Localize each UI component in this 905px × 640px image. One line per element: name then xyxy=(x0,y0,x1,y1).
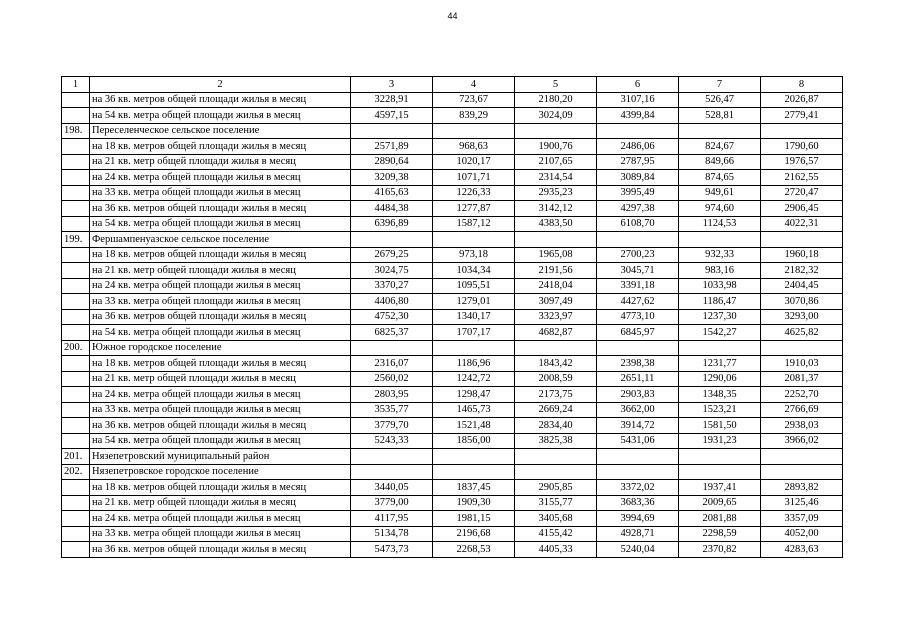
value-cell: 4117,95 xyxy=(351,511,433,527)
value-cell: 2081,37 xyxy=(761,371,843,387)
row-number xyxy=(62,170,90,186)
table-row xyxy=(62,247,843,263)
table-row xyxy=(62,371,843,387)
value-cell: 2906,45 xyxy=(761,201,843,217)
value-cell xyxy=(515,123,597,139)
table-row xyxy=(62,402,843,418)
row-number xyxy=(62,511,90,527)
value-cell: 2191,56 xyxy=(515,263,597,279)
value-cell: 2370,82 xyxy=(679,542,761,558)
value-cell: 1277,87 xyxy=(433,201,515,217)
value-cell: 3209,38 xyxy=(351,170,433,186)
value-cell xyxy=(433,340,515,356)
row-description: на 54 кв. метра общей площади жилья в месяц xyxy=(90,216,351,232)
value-cell: 3995,49 xyxy=(597,185,679,201)
row-number xyxy=(62,433,90,449)
table-row xyxy=(62,263,843,279)
row-description: Южное городское поселение xyxy=(90,340,351,356)
row-description: на 21 кв. метр общей площади жилья в месяц xyxy=(90,495,351,511)
value-cell: 3994,69 xyxy=(597,511,679,527)
value-cell: 3914,72 xyxy=(597,418,679,434)
row-number xyxy=(62,278,90,294)
value-cell: 3440,05 xyxy=(351,480,433,496)
row-number xyxy=(62,139,90,155)
value-cell: 3391,18 xyxy=(597,278,679,294)
table-row xyxy=(62,542,843,558)
value-cell: 4165,63 xyxy=(351,185,433,201)
value-cell: 1290,06 xyxy=(679,371,761,387)
value-cell: 526,47 xyxy=(679,92,761,108)
value-cell: 1279,01 xyxy=(433,294,515,310)
value-cell: 6845,97 xyxy=(597,325,679,341)
row-description: Фершампенуазское сельское поселение xyxy=(90,232,351,248)
row-number xyxy=(62,154,90,170)
value-cell xyxy=(761,449,843,465)
value-cell xyxy=(597,340,679,356)
value-cell: 1843,42 xyxy=(515,356,597,372)
table-row xyxy=(62,154,843,170)
value-cell: 4383,50 xyxy=(515,216,597,232)
value-cell xyxy=(679,449,761,465)
value-cell: 2803,95 xyxy=(351,387,433,403)
value-cell: 2268,53 xyxy=(433,542,515,558)
value-cell: 2107,65 xyxy=(515,154,597,170)
row-number xyxy=(62,108,90,124)
value-cell xyxy=(515,464,597,480)
value-cell: 2182,32 xyxy=(761,263,843,279)
value-cell: 3097,49 xyxy=(515,294,597,310)
value-cell: 5134,78 xyxy=(351,526,433,542)
row-number xyxy=(62,263,90,279)
value-cell: 824,67 xyxy=(679,139,761,155)
value-cell: 932,33 xyxy=(679,247,761,263)
value-cell: 1837,45 xyxy=(433,480,515,496)
value-cell: 1910,03 xyxy=(761,356,843,372)
value-cell: 1587,12 xyxy=(433,216,515,232)
value-cell: 1348,35 xyxy=(679,387,761,403)
value-cell: 3228,91 xyxy=(351,92,433,108)
value-cell: 2008,59 xyxy=(515,371,597,387)
value-cell: 1542,27 xyxy=(679,325,761,341)
column-header: 3 xyxy=(351,77,433,93)
table-row xyxy=(62,92,843,108)
value-cell: 3683,36 xyxy=(597,495,679,511)
value-cell: 1523,21 xyxy=(679,402,761,418)
value-cell: 1909,30 xyxy=(433,495,515,511)
value-cell: 6108,70 xyxy=(597,216,679,232)
value-cell: 2893,82 xyxy=(761,480,843,496)
value-cell: 5473,73 xyxy=(351,542,433,558)
row-number xyxy=(62,309,90,325)
row-description: на 18 кв. метров общей площади жилья в месяц xyxy=(90,247,351,263)
table-row xyxy=(62,185,843,201)
table-row xyxy=(62,495,843,511)
value-cell: 3089,84 xyxy=(597,170,679,186)
value-cell xyxy=(351,123,433,139)
value-cell: 3142,12 xyxy=(515,201,597,217)
value-cell xyxy=(433,449,515,465)
row-number xyxy=(62,294,90,310)
table-row xyxy=(62,170,843,186)
value-cell: 1033,98 xyxy=(679,278,761,294)
row-number xyxy=(62,185,90,201)
table-row xyxy=(62,201,843,217)
value-cell: 3293,00 xyxy=(761,309,843,325)
value-cell: 2180,20 xyxy=(515,92,597,108)
page-number: 44 xyxy=(447,11,458,21)
value-cell: 1937,41 xyxy=(679,480,761,496)
row-description: на 24 кв. метра общей площади жилья в месяц xyxy=(90,511,351,527)
value-cell: 2196,68 xyxy=(433,526,515,542)
value-cell: 3779,00 xyxy=(351,495,433,511)
value-cell: 5243,33 xyxy=(351,433,433,449)
value-cell: 2700,23 xyxy=(597,247,679,263)
table-row xyxy=(62,123,843,139)
value-cell: 3125,46 xyxy=(761,495,843,511)
value-cell: 1186,47 xyxy=(679,294,761,310)
value-cell: 2026,87 xyxy=(761,92,843,108)
value-cell: 528,81 xyxy=(679,108,761,124)
table-row xyxy=(62,309,843,325)
value-cell: 4155,42 xyxy=(515,526,597,542)
row-description: на 33 кв. метра общей площади жилья в месяц xyxy=(90,526,351,542)
value-cell: 3535,77 xyxy=(351,402,433,418)
value-cell: 3024,75 xyxy=(351,263,433,279)
value-cell xyxy=(433,232,515,248)
value-cell: 2938,03 xyxy=(761,418,843,434)
table-row xyxy=(62,433,843,449)
value-cell: 3357,09 xyxy=(761,511,843,527)
value-cell: 2669,24 xyxy=(515,402,597,418)
column-header: 5 xyxy=(515,77,597,93)
value-cell xyxy=(679,232,761,248)
value-cell: 2779,41 xyxy=(761,108,843,124)
value-cell: 2081,88 xyxy=(679,511,761,527)
value-cell xyxy=(515,340,597,356)
value-cell: 3825,38 xyxy=(515,433,597,449)
value-cell xyxy=(761,232,843,248)
value-cell: 723,67 xyxy=(433,92,515,108)
value-cell xyxy=(761,464,843,480)
row-description: Нязепетровское городское поселение xyxy=(90,464,351,480)
column-header: 2 xyxy=(90,77,351,93)
row-number xyxy=(62,92,90,108)
row-description: на 36 кв. метров общей площади жилья в месяц xyxy=(90,201,351,217)
row-number xyxy=(62,371,90,387)
value-cell: 4399,84 xyxy=(597,108,679,124)
value-cell: 1226,33 xyxy=(433,185,515,201)
value-cell: 3370,27 xyxy=(351,278,433,294)
value-cell: 1960,18 xyxy=(761,247,843,263)
value-cell: 2486,06 xyxy=(597,139,679,155)
column-header: 7 xyxy=(679,77,761,93)
tariff-table xyxy=(61,76,843,558)
value-cell: 3070,86 xyxy=(761,294,843,310)
row-description: на 18 кв. метров общей площади жилья в месяц xyxy=(90,480,351,496)
value-cell: 1581,50 xyxy=(679,418,761,434)
row-number xyxy=(62,387,90,403)
value-cell: 1521,48 xyxy=(433,418,515,434)
table-row xyxy=(62,418,843,434)
value-cell: 2905,85 xyxy=(515,480,597,496)
value-cell: 2316,07 xyxy=(351,356,433,372)
value-cell: 1340,17 xyxy=(433,309,515,325)
column-header: 1 xyxy=(62,77,90,93)
value-cell: 2560,02 xyxy=(351,371,433,387)
value-cell: 874,65 xyxy=(679,170,761,186)
value-cell: 4625,82 xyxy=(761,325,843,341)
value-cell: 3779,70 xyxy=(351,418,433,434)
value-cell: 973,18 xyxy=(433,247,515,263)
row-description: Переселенческое сельское поселение xyxy=(90,123,351,139)
value-cell: 4283,63 xyxy=(761,542,843,558)
row-description: на 54 кв. метра общей площади жилья в месяц xyxy=(90,433,351,449)
value-cell: 1707,17 xyxy=(433,325,515,341)
table-row xyxy=(62,139,843,155)
value-cell: 4297,38 xyxy=(597,201,679,217)
row-number xyxy=(62,480,90,496)
row-number xyxy=(62,325,90,341)
table-row xyxy=(62,108,843,124)
value-cell xyxy=(679,123,761,139)
value-cell xyxy=(433,464,515,480)
value-cell: 2834,40 xyxy=(515,418,597,434)
value-cell: 1095,51 xyxy=(433,278,515,294)
row-description: на 24 кв. метра общей площади жилья в месяц xyxy=(90,170,351,186)
value-cell: 968,63 xyxy=(433,139,515,155)
value-cell: 4427,62 xyxy=(597,294,679,310)
value-cell: 2903,83 xyxy=(597,387,679,403)
table-row xyxy=(62,356,843,372)
value-cell: 1931,23 xyxy=(679,433,761,449)
value-cell: 2398,38 xyxy=(597,356,679,372)
value-cell: 3045,71 xyxy=(597,263,679,279)
table-row xyxy=(62,232,843,248)
row-number: 201. xyxy=(62,449,90,465)
value-cell: 2404,45 xyxy=(761,278,843,294)
row-description: на 54 кв. метра общей площади жилья в месяц xyxy=(90,325,351,341)
value-cell: 2890,64 xyxy=(351,154,433,170)
row-number: 198. xyxy=(62,123,90,139)
table-row xyxy=(62,294,843,310)
value-cell: 4405,33 xyxy=(515,542,597,558)
value-cell: 949,61 xyxy=(679,185,761,201)
value-cell xyxy=(597,464,679,480)
value-cell: 1186,96 xyxy=(433,356,515,372)
value-cell: 2679,25 xyxy=(351,247,433,263)
value-cell: 4597,15 xyxy=(351,108,433,124)
value-cell: 2787,95 xyxy=(597,154,679,170)
value-cell: 3323,97 xyxy=(515,309,597,325)
row-description: на 33 кв. метра общей площади жилья в месяц xyxy=(90,402,351,418)
value-cell: 6396,89 xyxy=(351,216,433,232)
value-cell: 3966,02 xyxy=(761,433,843,449)
value-cell: 1976,57 xyxy=(761,154,843,170)
value-cell xyxy=(515,232,597,248)
row-number xyxy=(62,356,90,372)
value-cell: 1237,30 xyxy=(679,309,761,325)
row-number xyxy=(62,495,90,511)
value-cell xyxy=(597,449,679,465)
value-cell: 3155,77 xyxy=(515,495,597,511)
value-cell: 2314,54 xyxy=(515,170,597,186)
value-cell: 4928,71 xyxy=(597,526,679,542)
value-cell: 983,16 xyxy=(679,263,761,279)
row-description: на 36 кв. метров общей площади жилья в месяц xyxy=(90,418,351,434)
value-cell xyxy=(433,123,515,139)
value-cell: 3662,00 xyxy=(597,402,679,418)
value-cell: 2418,04 xyxy=(515,278,597,294)
table-row xyxy=(62,387,843,403)
value-cell: 1900,76 xyxy=(515,139,597,155)
row-number xyxy=(62,216,90,232)
value-cell: 4406,80 xyxy=(351,294,433,310)
value-cell: 2935,23 xyxy=(515,185,597,201)
value-cell xyxy=(351,464,433,480)
value-cell: 3372,02 xyxy=(597,480,679,496)
value-cell: 1981,15 xyxy=(433,511,515,527)
row-description: на 33 кв. метра общей площади жилья в месяц xyxy=(90,185,351,201)
row-number: 200. xyxy=(62,340,90,356)
table-row xyxy=(62,526,843,542)
value-cell: 4682,87 xyxy=(515,325,597,341)
column-header: 8 xyxy=(761,77,843,93)
row-number xyxy=(62,526,90,542)
value-cell: 6825,37 xyxy=(351,325,433,341)
row-number xyxy=(62,201,90,217)
value-cell: 3107,16 xyxy=(597,92,679,108)
value-cell: 849,66 xyxy=(679,154,761,170)
table-row xyxy=(62,480,843,496)
row-description: на 21 кв. метр общей площади жилья в месяц xyxy=(90,371,351,387)
value-cell: 2162,55 xyxy=(761,170,843,186)
value-cell xyxy=(351,449,433,465)
table-row xyxy=(62,449,843,465)
value-cell: 3405,68 xyxy=(515,511,597,527)
value-cell: 1298,47 xyxy=(433,387,515,403)
value-cell: 1856,00 xyxy=(433,433,515,449)
row-description: на 36 кв. метров общей площади жилья в месяц xyxy=(90,309,351,325)
row-number xyxy=(62,542,90,558)
column-header: 4 xyxy=(433,77,515,93)
value-cell xyxy=(515,449,597,465)
row-number: 199. xyxy=(62,232,90,248)
value-cell: 3024,09 xyxy=(515,108,597,124)
row-description: на 18 кв. метров общей площади жилья в месяц xyxy=(90,356,351,372)
row-description: на 24 кв. метра общей площади жилья в месяц xyxy=(90,387,351,403)
value-cell: 5240,04 xyxy=(597,542,679,558)
value-cell xyxy=(679,464,761,480)
value-cell: 5431,06 xyxy=(597,433,679,449)
table-row xyxy=(62,216,843,232)
table-row xyxy=(62,464,843,480)
value-cell xyxy=(761,123,843,139)
value-cell: 4773,10 xyxy=(597,309,679,325)
value-cell xyxy=(679,340,761,356)
table-row xyxy=(62,511,843,527)
table-row xyxy=(62,278,843,294)
value-cell: 974,60 xyxy=(679,201,761,217)
value-cell: 2298,59 xyxy=(679,526,761,542)
value-cell: 2651,11 xyxy=(597,371,679,387)
value-cell: 2766,69 xyxy=(761,402,843,418)
row-description: на 36 кв. метров общей площади жилья в месяц xyxy=(90,542,351,558)
value-cell: 2252,70 xyxy=(761,387,843,403)
column-header: 6 xyxy=(597,77,679,93)
table-header-row xyxy=(62,77,843,93)
value-cell: 2571,89 xyxy=(351,139,433,155)
value-cell: 1242,72 xyxy=(433,371,515,387)
row-description: на 36 кв. метров общей площади жилья в месяц xyxy=(90,92,351,108)
row-description: на 21 кв. метр общей площади жилья в месяц xyxy=(90,154,351,170)
value-cell: 1034,34 xyxy=(433,263,515,279)
value-cell: 4052,00 xyxy=(761,526,843,542)
value-cell xyxy=(351,232,433,248)
row-number xyxy=(62,247,90,263)
row-description: на 54 кв. метра общей площади жилья в месяц xyxy=(90,108,351,124)
value-cell: 2720,47 xyxy=(761,185,843,201)
value-cell: 1465,73 xyxy=(433,402,515,418)
value-cell: 1071,71 xyxy=(433,170,515,186)
row-description: на 18 кв. метров общей площади жилья в месяц xyxy=(90,139,351,155)
value-cell: 4484,38 xyxy=(351,201,433,217)
table-row xyxy=(62,325,843,341)
value-cell xyxy=(761,340,843,356)
row-description: на 21 кв. метр общей площади жилья в месяц xyxy=(90,263,351,279)
row-number xyxy=(62,418,90,434)
table-row xyxy=(62,340,843,356)
value-cell: 1124,53 xyxy=(679,216,761,232)
value-cell: 4022,31 xyxy=(761,216,843,232)
value-cell xyxy=(597,232,679,248)
row-description: на 33 кв. метра общей площади жилья в месяц xyxy=(90,294,351,310)
row-description: на 24 кв. метра общей площади жилья в месяц xyxy=(90,278,351,294)
value-cell: 1231,77 xyxy=(679,356,761,372)
value-cell: 839,29 xyxy=(433,108,515,124)
value-cell: 1965,08 xyxy=(515,247,597,263)
value-cell: 2009,65 xyxy=(679,495,761,511)
value-cell xyxy=(597,123,679,139)
row-number xyxy=(62,402,90,418)
row-description: Нязепетровский муниципальный район xyxy=(90,449,351,465)
value-cell: 1020,17 xyxy=(433,154,515,170)
value-cell xyxy=(351,340,433,356)
row-number: 202. xyxy=(62,464,90,480)
value-cell: 2173,75 xyxy=(515,387,597,403)
value-cell: 4752,30 xyxy=(351,309,433,325)
value-cell: 1790,60 xyxy=(761,139,843,155)
